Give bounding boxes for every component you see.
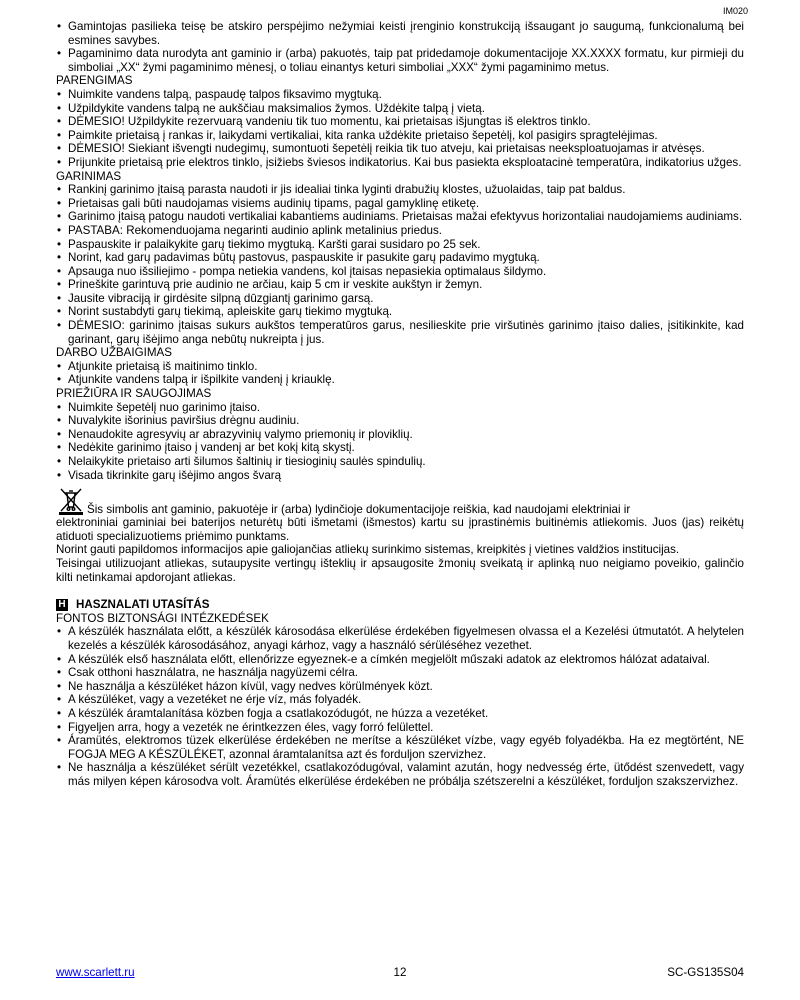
recycling-notice (56, 486, 744, 516)
list-item: • Nedėkite garinimo įtaiso į vandenį ar bet kokį kitą skystį. (56, 441, 744, 455)
list-item: • A készülék áramtalanítása közben fogja a csatlakozódugót, ne húzza a vezetéket. (56, 707, 744, 721)
section-title-darbo: DARBO UŽBAIGIMAS (56, 346, 172, 360)
list-item: • Paspauskite ir palaikykite garų tiekimo mygtuką. Karšti garai susidaro po 25 sek. (56, 238, 744, 252)
list-item: • Visada tikrinkite garų išėjimo angos švarą (56, 469, 744, 483)
list-item: • Nuimkite vandens talpą, paspaudę talpos fiksavimo mygtuką. (56, 88, 744, 102)
recycling-proper-disposal: Teisingai utilizuojant atliekas, sutaupysite vertingų išteklių ir apsaugosite žmonių sveikatą ir aplinką nuo neigiamo poveikio, galinčio kilti netinkamai apdorojant atliekas. (56, 556, 744, 584)
recycling-text-first-line: Šis simbolis ant gaminio, pakuotėje ir (arba) lydinčioje dokumentacijoje reiškia, kad naudojami elektriniai ir (87, 502, 631, 516)
list-item: • Paimkite prietaisą į rankas ir, laikydami vertikaliai, kita ranka uždėkite prietaiso šepetėlį, kol pasigirs spragtelėjimas. (56, 129, 744, 143)
list-item: • Norint sustabdyti garų tiekimą, apleiskite garų tiekimo mygtuką. (56, 305, 744, 319)
section-title-garinimas: GARINIMAS (56, 169, 122, 183)
page-number: 12 (393, 966, 407, 979)
list-item: • Garinimo įtaisą patogu naudoti vertikaliai kabantiems audiniams. Prietaisas mažai efektyvus horizontaliai naudojamiems audiniams. (56, 210, 744, 224)
list-item: • DĖMESIO: garinimo įtaisas sukurs aukštos temperatūros garus, nesilieskite prie viršutinės garinimo įtaiso dalies, įsitikinkite, kad garinant, garų išėjimo anga nebūtų nukreipta į jus. (56, 319, 744, 346)
list-item: • Atjunkite prietaisą iš maitinimo tinklo. (56, 360, 744, 374)
list-item: • Prineškite garintuvą prie audinio ne arčiau, kaip 5 cm ir veskite aukštyn ir žemyn. (56, 278, 744, 292)
list-item: • Ne használja a készüléket házon kívül, vagy nedves körülmények közt. (56, 680, 744, 694)
lt-intro-list (56, 20, 744, 74)
list-item: • Ne használja a készüléket sérült vezetékkel, csatlakozódugóval, valamint azután, hogy nedvesség érte, ütődést szenvedett, vagy más milyen képen károsodva volt. Áramütés elkerülése érdekében ne próbálja szétszerelni a készüléket, forduljon szakszervizhez. (56, 761, 744, 788)
page-content (56, 20, 744, 788)
list-item: • Nelaikykite prietaiso arti šilumos šaltinių ir tiesioginių saulės spindulių. (56, 455, 744, 469)
list-item: • Pagaminimo data nurodyta ant gaminio ir (arba) pakuotės, taip pat pridedamoje dokumentacijoje XX.XXXX formatu, kur pirmieji du simboliai „XX“ žymi pagaminimo mėnesį, o toliau einantys keturi simboliai „XXX“ žymi pagaminimo metus. (56, 47, 744, 74)
list-item: • Nuvalykite išorinius paviršius drėgnu audiniu. (56, 414, 744, 428)
list-item: • Rankinį garinimo įtaisą parasta naudoti ir jis idealiai tinka lyginti drabužių klostes, užuolaidas, taip pat baldus. (56, 183, 744, 197)
list-item: • A készüléket, vagy a vezetéket ne érje víz, más folyadék. (56, 693, 744, 707)
section-title-prieziura: PRIEŽIŪRA IR SAUGOJIMAS (56, 387, 212, 401)
recycling-info: Norint gauti papildomos informacijos apie galiojančias atliekų surinkimo sistemas, kreipkitės į vietines valdžios institucijas. (56, 543, 680, 557)
hu-subtitle: FONTOS BIZTONSÁGI INTÉZKEDÉSEK (56, 611, 269, 625)
list-item: • Áramütés, elektromos tüzek elkerülése érdekében ne merítse a készüléket vízbe, vagy egyéb folyadékba. Ha ez megtörtént, NE FOGJA MEG A KÉSZÜLÉKET, azonnal áramtalanítsa azt és forduljon szervizhez. (56, 734, 744, 761)
list-item: • Prijunkite prietaisą prie elektros tinklo, įsižiebs šviesos indikatorius. Kai bus pasiekta eksploatacinė temperatūra, indikatorius užges. (56, 156, 744, 170)
list-item: • Csak otthoni használatra, ne használja nagyüzemi célra. (56, 666, 744, 680)
hu-title: HASZNALATI UTASÍTÁS (76, 598, 210, 612)
darbo-list (56, 360, 744, 387)
list-item: • Figyeljen arra, hogy a vezeték ne érintkezzen éles, vagy forró felülettel. (56, 721, 744, 735)
list-item: • Apsauga nuo išsiliejimo - pompa netiekia vandens, kol įtaisas nepasiekia optimalaus šildymo. (56, 265, 744, 279)
list-item: • DĖMESIO! Siekiant išvengti nudegimų, sumontuoti šepetėlį reikia tik tuo atveju, kai prietaisas neeksploatuojamas ir atvėsęs. (56, 142, 744, 156)
list-item: • DĖMESIO! Užpildykite rezervuarą vandeniu tik tuo momentu, kai prietaisas išjungtas iš elektros tinklo. (56, 115, 744, 129)
language-badge: H (56, 599, 68, 611)
list-item: • A készülék használata előtt, a készülék károsodása elkerülése érdekében figyelmesen olvassa el a Kezelési útmutatót. A helytelen kezelés a készülék károsodásához, anyagi kárhoz, vagy a használó sérüléséhez vezethet. (56, 625, 744, 652)
header-model-code: IM020 (722, 6, 748, 16)
list-item: • Gamintojas pasilieka teisę be atskiro perspėjimo nežymiai keisti įrenginio konstrukciją išsaugant jo saugumą, funkcionalumą bei esmines savybes. (56, 20, 744, 47)
hu-safety-list (56, 625, 744, 788)
list-item: • PASTABA: Rekomenduojama negarinti audinio aplink metalinius priedus. (56, 224, 744, 238)
list-item: • Prietaisas gali būti naudojamas visiems audinių tipams, pagal gamyklinę etiketę. (56, 197, 744, 211)
section-gap (56, 584, 744, 598)
list-item: • Norint, kad garų padavimas būtų pastovus, paspauskite ir pasukite garų padavimo mygtuką. (56, 251, 744, 265)
hu-section-header (56, 598, 744, 612)
section-title-parengimas: PARENGIMAS (56, 74, 133, 88)
list-item: • Atjunkite vandens talpą ir išpilkite vandenį į kriauklę. (56, 373, 744, 387)
list-item: • Užpildykite vandens talpą ne aukščiau maksimalios žymos. Uždėkite talpą į vietą. (56, 102, 744, 116)
list-item: • Jausite vibraciją ir girdėsite silpną dūzgiantį garinimo garsą. (56, 292, 744, 306)
prieziura-list (56, 401, 744, 483)
footer-model: SC-GS135S04 (667, 966, 744, 979)
parengimas-list (56, 88, 744, 170)
page-footer (56, 966, 744, 980)
list-item: • Nenaudokite agresyvių ar abrazyvinių valymo priemonių ir ploviklių. (56, 428, 744, 442)
list-item: • A készülék első használata előtt, ellenőrizze egyeznek-e a címkén megjelölt műszaki adatok az elektromos hálózat adataival. (56, 653, 744, 667)
list-item: • Nuimkite šepetėlį nuo garinimo įtaiso. (56, 401, 744, 415)
website-link[interactable]: www.scarlett.ru (56, 966, 135, 979)
garinimas-list (56, 183, 744, 346)
crossed-bin-icon (56, 486, 86, 516)
recycling-text: elektroniniai gaminiai bei baterijos neturėtų būti išmetami (išmestos) kartu su įprastinėmis buitinėmis atliekomis. Juos (jas) reikėtų atiduoti specializuotiems priėmimo punktams. (56, 516, 744, 543)
